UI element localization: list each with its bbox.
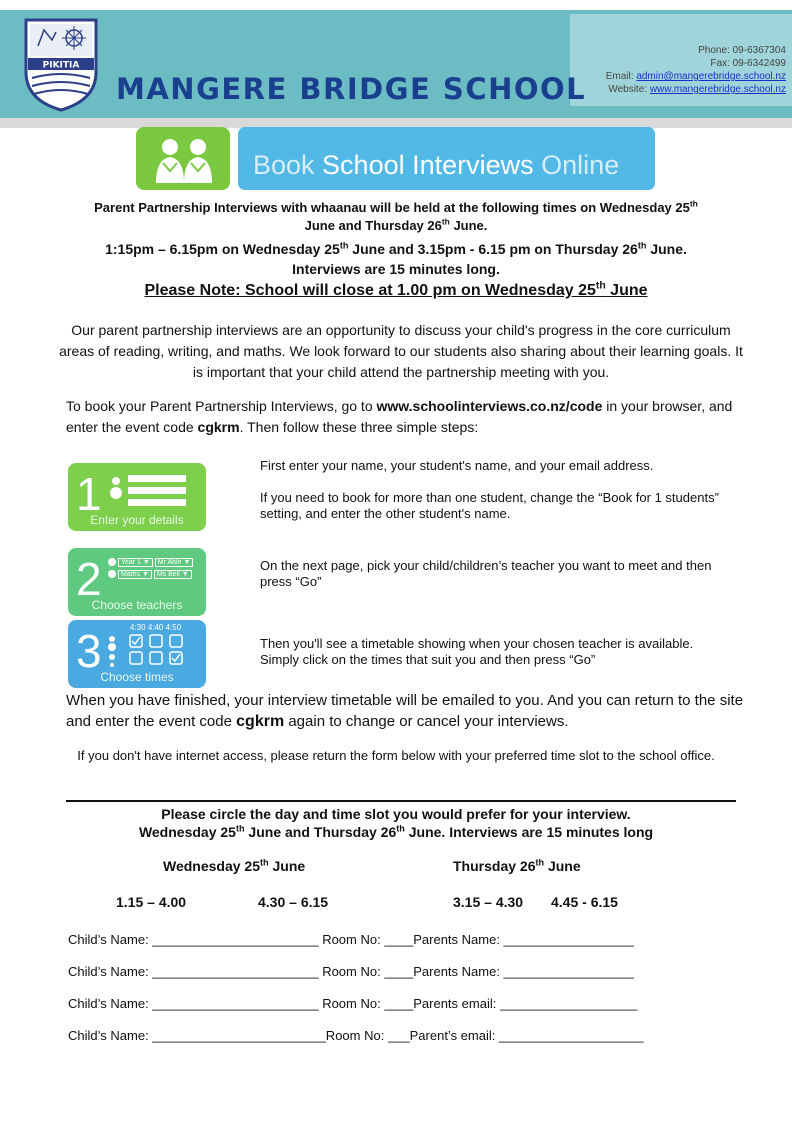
- fax: Fax: 09-6342499: [710, 58, 786, 69]
- step-1-text-2: If you need to book for more than one student, change the “Book for 1 students” setting, and enter the other student's name.: [260, 490, 719, 521]
- intro-line-2: June and Thursday 26th June.: [304, 216, 488, 233]
- school-name: MANGERE BRIDGE SCHOOL: [116, 72, 587, 106]
- step-2-text: On the next page, pick your child/children’s teacher you want to meet and then press “Go”: [260, 558, 712, 589]
- step-1-tile: 1 Enter your details: [68, 463, 206, 531]
- paragraph-intro: Our parent partnership interviews are an opportunity to discuss your child's progress in the core curriculum areas of reading, writing, and maths. We look forward to our students also sharing about their learning goals. It is important that your child attend the partnership meeting with you.: [59, 322, 743, 380]
- wednesday-heading: Wednesday 25th June: [163, 857, 306, 874]
- form-row-4[interactable]: Child’s Name: ________________________Room No: ___Parent’s email: ____________________: [68, 1028, 644, 1043]
- contact-panel: [570, 14, 792, 106]
- step-3-tile: 3 4:30 4:40 4:50 Choose times: [68, 620, 206, 688]
- website-link[interactable]: www.mangerebridge.school.nz: [649, 84, 786, 95]
- finish-paragraph: When you have finished, your interview timetable will be emailed to you. And you can return to the site and enter the event code cgkrm again to change or cancel your interviews.: [66, 692, 744, 730]
- step-1-text: First enter your name, your student's name, and your email address.: [260, 458, 654, 473]
- intro-line-4: Interviews are 15 minutes long.: [292, 261, 500, 277]
- thursday-heading: Thursday 26th June: [453, 857, 581, 874]
- event-code: cgkrm: [197, 419, 240, 435]
- form-title-1: Please circle the day and time slot you would prefer for your interview.: [161, 806, 631, 822]
- slot-thu-2[interactable]: 4.45 - 6.15: [551, 894, 618, 910]
- details-form-icon: [108, 473, 198, 509]
- no-internet-note: If you don't have internet access, please return the form below with your preferred time slot to the school office.: [77, 748, 715, 763]
- school-crest-logo: [22, 16, 100, 112]
- time-checkbox-grid-icon: [106, 633, 202, 667]
- form-row-2[interactable]: Child’s Name: _______________________ Room No: ____Parents Name: __________________: [68, 964, 634, 979]
- booking-url: www.schoolinterviews.co.nz/code: [376, 398, 603, 414]
- form-title-2: Wednesday 25th June and Thursday 26th June. Interviews are 15 minutes long: [138, 823, 654, 840]
- time-headers: 4:30 4:40 4:50: [130, 623, 182, 632]
- paragraph-booking: To book your Parent Partnership Interviews, go to www.schoolinterviews.co.nz/code in your browser, and enter the event code cgkrm. Then follow these three simple steps:: [66, 398, 733, 435]
- form-divider: [66, 800, 736, 802]
- svg-text:PIKITIA: PIKITIA: [42, 60, 80, 71]
- intro-line-3: 1:15pm – 6.15pm on Wednesday 25th June and 3.15pm - 6.15 pm on Thursday 26th June.: [105, 240, 687, 257]
- email-link[interactable]: admin@mangerebridge.school.nz: [636, 71, 786, 82]
- step-2-tile: 2 Year 1 ▼ Mr Able ▼ Maths ▼ Ms Bell ▼ Choose teachers: [68, 548, 206, 616]
- banner-title: Book School Interviews Online: [253, 150, 620, 180]
- slot-wed-1[interactable]: 1.15 – 4.00: [116, 894, 187, 910]
- teacher-selectors: Year 1 ▼ Mr Able ▼ Maths ▼ Ms Bell ▼: [108, 558, 204, 579]
- contact-info: Phone: 09-6367304 Fax: 09-6342499 Email: admin@mangerebridge.school.nz Website: www.mangerebridge.school.nz: [605, 45, 786, 95]
- slot-thu-1[interactable]: 3.15 – 4.30: [453, 894, 524, 910]
- form-row-3[interactable]: Child’s Name: _______________________ Room No: ____Parents email: ___________________: [68, 996, 638, 1011]
- phone: Phone: 09-6367304: [698, 45, 786, 56]
- banner-people-icon: [136, 127, 230, 190]
- form-row-1[interactable]: Child’s Name: _______________________ Room No: ____Parents Name: __________________: [68, 932, 634, 947]
- intro-line-1: Parent Partnership Interviews with whaanau will be held at the following times on Wednesday 25th: [94, 198, 698, 215]
- slot-wed-2[interactable]: 4.30 – 6.15: [258, 894, 329, 910]
- step-3-text: Then you'll see a timetable showing when your chosen teacher is available. Simply click on the times that suit you and then press “Go”: [260, 636, 694, 667]
- closure-note: Please Note: School will close at 1.00 pm on Wednesday 25th June: [144, 280, 648, 299]
